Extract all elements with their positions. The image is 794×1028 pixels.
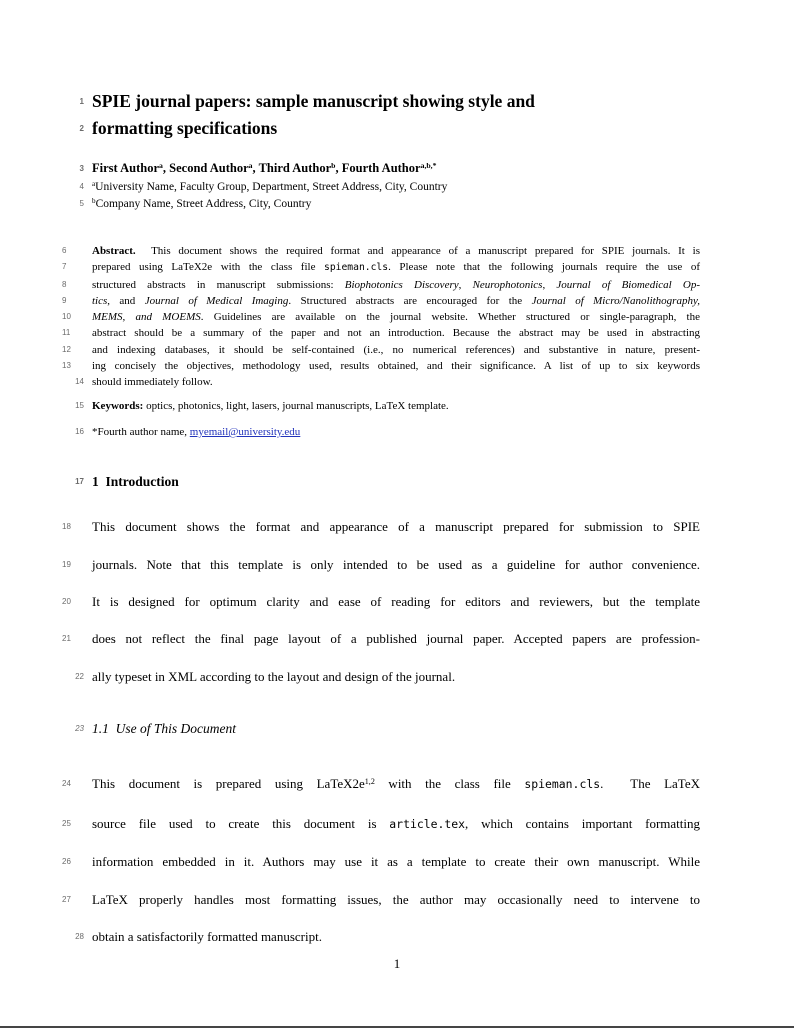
line-number: 7	[62, 262, 67, 272]
text-segment: Company Name, Street Address, City, Country	[95, 198, 312, 210]
text-line	[62, 805, 700, 843]
line-number: 27	[62, 894, 71, 904]
text-line	[75, 472, 700, 492]
line-text	[92, 519, 700, 534]
line-number: 24	[62, 779, 71, 789]
text-segment: MEMS, and MOEMS	[92, 311, 201, 324]
text-line	[75, 398, 700, 414]
text-segment: . Guidelines are available on the journal website. Whether structured or single-paragraph, the	[200, 311, 700, 324]
text-segment: does not reflect the final page layout of a published journal paper. Accepted papers are profession-	[92, 631, 700, 647]
text-segment: a	[92, 180, 96, 189]
text-segment: This document shows the format and appearance of a manuscript prepared for submission to SPIE	[92, 519, 700, 535]
text-line	[62, 243, 700, 259]
text-segment: information embedded in it. Authors may use it as a template to create their own manuscript. While	[92, 854, 700, 870]
line-number: 1	[79, 97, 84, 106]
line-number: 3	[79, 164, 84, 173]
text-line	[62, 259, 700, 276]
block-authors	[79, 159, 700, 179]
text-segment: structured abstracts in manuscript submissions:	[92, 278, 345, 291]
text-segment: , and	[107, 294, 145, 307]
text-segment: ,	[458, 278, 473, 291]
line-text	[92, 261, 700, 273]
text-segment: ing concisely the objectives, methodology used, results obtained, and their significance. A list of up to six keywords	[92, 360, 700, 373]
text-line	[79, 179, 700, 196]
line-text	[92, 854, 700, 869]
text-line	[75, 658, 700, 695]
block-abstract	[62, 243, 700, 391]
line-number: 6	[62, 246, 67, 255]
text-segment: *Fourth author name,	[92, 425, 190, 438]
text-line	[62, 309, 700, 325]
text-segment: spieman.cls	[324, 262, 389, 274]
text-segment: This document is prepared using LaTeX2e	[92, 776, 365, 792]
text-segment: Abstract.	[92, 245, 136, 257]
line-text	[92, 816, 700, 831]
text-line	[62, 508, 700, 545]
text-segment: source file used to create this document is	[92, 815, 390, 831]
text-line	[62, 583, 700, 620]
text-line	[79, 159, 700, 179]
text-segment: . Please note that the following journals require the use of	[388, 261, 700, 274]
line-text	[92, 376, 213, 388]
text-segment: First Author	[92, 161, 160, 175]
line-number: 2	[79, 124, 84, 133]
line-text	[92, 631, 700, 646]
block-section	[75, 472, 700, 492]
text-segment: Keywords:	[92, 399, 144, 412]
line-text	[92, 91, 535, 111]
line-number: 9	[62, 295, 67, 305]
line-text	[92, 400, 449, 412]
line-text	[92, 327, 700, 339]
text-segment: a	[159, 161, 163, 171]
text-line	[75, 918, 700, 955]
line-text	[92, 344, 700, 356]
text-segment: abstract should be a summary of the paper and not an introduction. Because the abstract may be used in abstracting	[92, 327, 700, 340]
text-segment: SPIE journal papers: sample manuscript showing style and	[92, 91, 535, 111]
text-segment: Journal of Medical Imaging	[144, 294, 289, 307]
text-line	[62, 342, 700, 358]
text-segment: This document shows the required format and appearance of a manuscript prepared for SPIE journals. It is	[135, 245, 700, 257]
line-number: 10	[62, 312, 71, 322]
text-line	[62, 620, 700, 657]
text-segment: Journal of Micro/Nanolithography,	[531, 294, 700, 307]
text-segment: , Third Author	[252, 161, 332, 175]
text-line	[62, 358, 700, 374]
text-segment: It is designed for optimum clarity and ease of reading for editors and reviewers, but the template	[92, 594, 700, 610]
line-number: 20	[62, 597, 71, 607]
text-segment: , which contains important formatting	[465, 815, 700, 831]
block-title	[79, 88, 700, 142]
line-number: 25	[62, 818, 71, 828]
line-text	[92, 118, 277, 138]
block-affiliations	[79, 179, 700, 213]
line-number: 18	[62, 522, 71, 532]
text-segment: University Name, Faculty Group, Department, Street Address, City, Country	[95, 181, 448, 193]
text-segment: . Structured abstracts are encouraged for the	[288, 294, 532, 307]
text-line	[62, 881, 700, 918]
text-segment: Neurophotonics	[472, 278, 543, 291]
text-segment: , Fourth Author	[335, 161, 421, 175]
text-segment: a	[248, 161, 253, 171]
line-text	[92, 161, 437, 175]
text-segment: a,b,*	[420, 161, 437, 171]
line-number: 16	[75, 426, 84, 436]
line-text	[92, 776, 700, 791]
text-segment: b	[331, 161, 336, 171]
line-text	[92, 426, 300, 438]
line-number: 21	[62, 634, 71, 644]
line-text	[92, 181, 447, 193]
line-text	[92, 929, 322, 944]
text-segment: article.tex	[389, 816, 466, 831]
text-segment: and indexing databases, it should be self-contained (i.e., no numerical references) and substantive in nature, present-	[92, 343, 700, 356]
text-segment: prepared using LaTeX2e with the class file	[92, 261, 325, 274]
block-footnote	[75, 424, 700, 440]
text-segment: b	[92, 197, 96, 206]
text-segment: obtain a satisfactorily formatted manuscript.	[92, 928, 322, 944]
line-text	[92, 557, 700, 572]
text-line	[79, 196, 700, 213]
line-number: 8	[62, 279, 67, 289]
text-segment: , Second Author	[162, 161, 249, 175]
text-segment: with the class file	[374, 776, 525, 792]
text-segment: Journal of Biomedical Op-	[556, 278, 700, 291]
block-para	[62, 765, 700, 955]
block-subsection	[75, 719, 700, 739]
line-text	[92, 360, 700, 372]
document-lines	[62, 88, 700, 955]
text-segment: LaTeX properly handles most formatting issues, the author may occasionally need to intervene to	[92, 891, 700, 907]
email-link[interactable]: myemail@university.edu	[189, 425, 301, 438]
text-segment: 1 Introduction	[92, 474, 179, 490]
line-number: 15	[75, 400, 84, 410]
block-para	[62, 508, 700, 695]
line-number: 5	[79, 199, 84, 208]
line-number: 11	[62, 328, 71, 338]
text-line	[62, 765, 700, 804]
text-line	[62, 277, 700, 293]
line-number: 19	[62, 559, 71, 569]
line-number: 17	[75, 477, 84, 487]
line-text	[92, 198, 311, 210]
text-segment: Biophotonics Discovery	[344, 278, 459, 291]
line-number: 4	[79, 182, 84, 191]
text-segment: should immediately follow.	[92, 376, 213, 389]
text-segment: optics, photonics, light, lasers, journal manuscripts, LaTeX template.	[143, 399, 449, 412]
text-line	[75, 424, 700, 440]
line-number: 23	[75, 724, 84, 734]
text-segment: ally typeset in XML according to the layout and design of the journal.	[92, 668, 456, 684]
line-number: 12	[62, 344, 71, 354]
text-line	[75, 719, 700, 739]
text-segment: journals. Note that this template is only intended to be used as a guideline for author convenience.	[92, 556, 700, 572]
line-text	[92, 669, 455, 684]
line-text	[92, 279, 700, 291]
text-line	[62, 546, 700, 583]
text-line	[62, 843, 700, 880]
line-text	[92, 245, 700, 257]
block-keywords	[75, 398, 700, 414]
line-text	[92, 474, 179, 489]
text-segment: 1,2	[364, 777, 375, 787]
line-number: 14	[75, 377, 84, 387]
text-segment: 1.1 Use of This Document	[92, 721, 236, 737]
text-segment: . The LaTeX	[600, 776, 700, 792]
line-text	[92, 721, 236, 736]
text-segment: spieman.cls	[524, 777, 601, 792]
text-line	[75, 374, 700, 390]
text-line	[79, 115, 700, 142]
line-text	[92, 295, 700, 307]
line-text	[92, 311, 700, 323]
line-text	[92, 594, 700, 609]
text-line	[62, 293, 700, 309]
line-number: 28	[75, 931, 84, 941]
text-segment: ,	[542, 278, 557, 291]
page-number: 1	[393, 956, 401, 971]
line-text	[92, 892, 700, 907]
text-segment: formatting specifications	[92, 118, 278, 138]
line-number: 13	[62, 361, 71, 371]
text-segment: tics	[92, 294, 108, 307]
text-line	[79, 88, 700, 115]
text-line	[62, 325, 700, 341]
line-number: 26	[62, 857, 71, 867]
line-number: 22	[75, 671, 84, 681]
